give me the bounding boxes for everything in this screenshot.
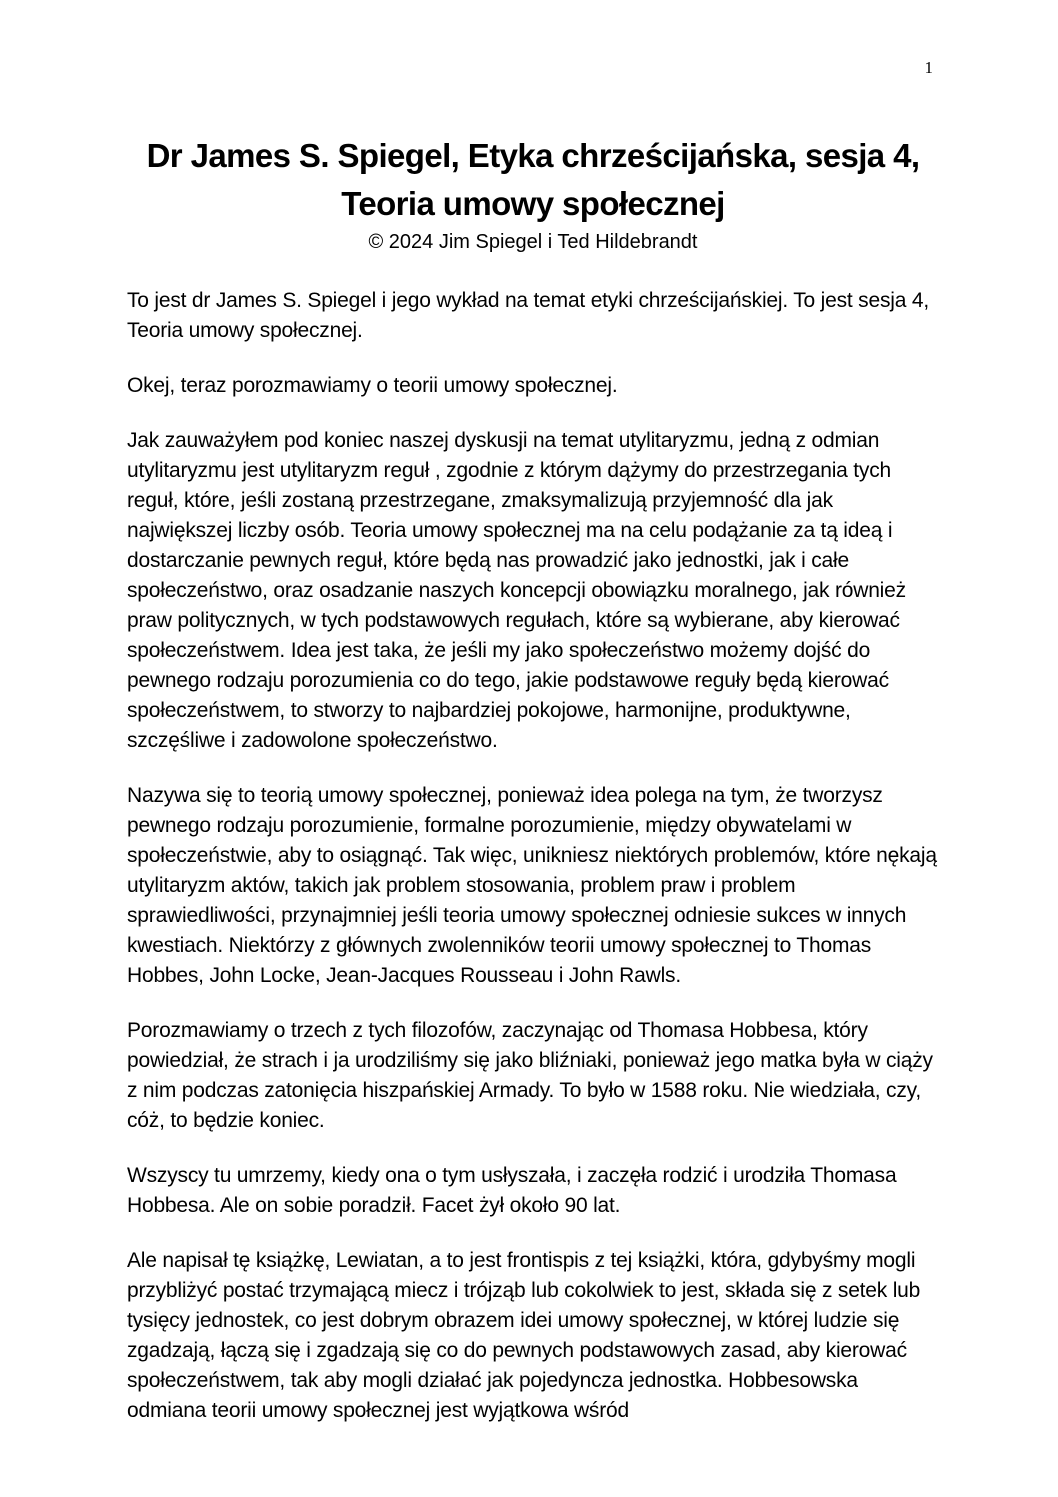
paragraph: Jak zauważyłem pod koniec naszej dyskusji na temat utylitaryzmu, jedną z odmian utylitaryzmu jest utylitaryzm reguł , zgodnie z którym dążymy do przestrzegania tych reguł, które, jeśli zostaną przestrzegane, zmaksymalizują przyjemność dla jak największej liczby osób. Teoria umowy społecznej ma na celu podążanie za tą ideą i dostarczanie pewnych reguł, które będą nas prowadzić jako jednostki, jak i całe społeczeństwo, oraz osadzanie naszych koncepcji obowiązku moralnego, jak również praw politycznych, w tych podstawowych regułach, które są wybierane, aby kierować społeczeństwem. Idea jest taka, że jeśli my jako społeczeństwo możemy dojść do pewnego rodzaju porozumienia co do tego, jakie podstawowe reguły będą kierować społeczeństwem, to stworzy to najbardziej pokojowe, harmonijne, produktywne, szczęśliwe i zadowolone społeczeństwo. [127,429,906,752]
document-title [127,132,939,254]
paragraph: Porozmawiamy o trzech z tych filozofów, zaczynając od Thomasa Hobbesa, który powiedział, że strach i ja urodziliśmy się jako bliźniaki, ponieważ jego matka była w ciąży z nim podczas zatonięcia hiszpańskiej Armady. To było w 1588 roku. Nie wiedziała, czy, cóż, to będzie koniec. [127,1019,933,1132]
paragraph: Nazywa się to teorią umowy społecznej, ponieważ idea polega na tym, że tworzysz pewnego rodzaju porozumienie, formalne porozumienie, między obywatelami w społeczeństwie, aby to osiągnąć. Tak więc, unikniesz niektórych problemów, które nękają utylitaryzm aktów, takich jak problem stosowania, problem praw i problem sprawiedliwości, przynajmniej jeśli teoria umowy społecznej odniesie sukces w innych kwestiach. Niektórzy z głównych zwolenników teorii umowy społecznej to Thomas Hobbes, John Locke, Jean-Jacques Rousseau i John Rawls. [127,784,937,987]
paragraph: To jest dr James S. Spiegel i jego wykład na temat etyki chrześcijańskiej. To jest sesja 4, Teoria umowy społecznej. [127,289,929,342]
document-body [127,286,939,1426]
paragraph: Wszyscy tu umrzemy, kiedy ona o tym usłyszała, i zaczęła rodzić i urodziła Thomasa Hobbesa. Ale on sobie poradził. Facet żył około 90 lat. [127,1164,897,1217]
page-content [127,58,939,1426]
paragraph: Okej, teraz porozmawiamy o teorii umowy społecznej. [127,374,618,397]
document-title-line2: Teoria umowy społecznej [341,185,725,222]
page-number: 1 [924,58,933,77]
document-title-line1: Dr James S. Spiegel, Etyka chrześcijańska, sesja 4, [146,137,920,174]
copyright-line: © 2024 Jim Spiegel i Ted Hildebrandt [368,231,698,253]
paragraph: Ale napisał tę książkę, Lewiatan, a to jest frontispis z tej książki, która, gdybyśmy mogli przybliżyć postać trzymającą miecz i trójząb lub cokolwiek to jest, składa się z setek lub tysięcy jednostek, co jest dobrym obrazem idei umowy społecznej, w której ludzie się zgadzają, łączą się i zgadzają się co do pewnych podstawowych zasad, aby kierować społeczeństwem, tak aby mogli działać jak pojedyncza jednostka. Hobbesowska odmiana teorii umowy społecznej jest wyjątkowa wśród [127,1249,921,1422]
